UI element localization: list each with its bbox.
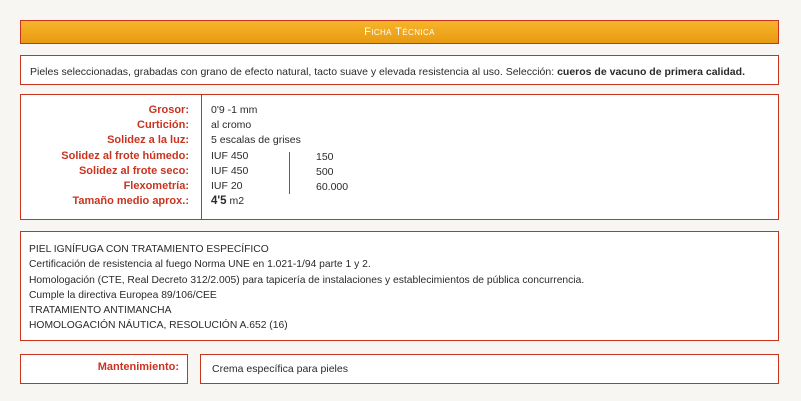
spec-label-solidez-luz: Solidez a la luz:: [107, 134, 189, 147]
specs-divider: [201, 95, 202, 219]
certifications-panel: [20, 231, 779, 341]
spec-label-frote-humedo: Solidez al frote húmedo:: [61, 149, 189, 162]
spec-value-curticion: al cromo: [211, 119, 252, 132]
specs-panel: [20, 94, 779, 220]
spec-value-frote-seco: IUF 450: [211, 164, 249, 177]
spec-second-value-humedo: 150: [316, 151, 334, 163]
spec-label-frote-seco: Solidez al frote seco:: [78, 164, 189, 177]
maintenance-label: Mantenimiento:: [20, 354, 188, 384]
spec-label-grosor: Grosor:: [148, 104, 189, 116]
spec-value-frote-humedo: IUF 450: [211, 149, 249, 162]
cert-line: Cumple la directiva Europea 89/106/CEE: [29, 289, 217, 301]
intro-panel: [20, 55, 779, 85]
intro-bold: cueros de vacuno de primera calidad.: [557, 66, 745, 78]
spec-value-flexometria: IUF 20: [211, 179, 243, 192]
page-title: Ficha Técnica: [20, 20, 779, 44]
spec-labels: [21, 103, 189, 209]
cert-line: Certificación de resistencia al fuego Norma UNE en 1.021-1/94 parte 1 y 2.: [29, 259, 371, 271]
size-number: 4'5: [211, 195, 227, 208]
specs-inner-divider: [289, 152, 290, 194]
spec-label-flexometria: Flexometría:: [123, 179, 189, 192]
size-unit: m2: [226, 195, 245, 208]
cert-line: HOMOLOGACIÓN NÁUTICA, RESOLUCIÓN A.652 (16): [29, 320, 288, 332]
spec-value-tamano: [211, 194, 411, 209]
spec-value-grosor: 0'9 -1 mm: [211, 104, 258, 116]
spec-label-tamano: Tamaño medio aprox.:: [72, 195, 189, 208]
spec-second-column: [316, 150, 396, 196]
spec-label-curticion: Curtición:: [137, 119, 189, 132]
cert-line: Homologación (CTE, Real Decreto 312/2.005) para tapicería de instalaciones y establecimientos de pública concurrencia.: [29, 274, 585, 286]
intro-text: Pieles seleccionadas, grabadas con grano de efecto natural, tacto suave y elevada resistencia al uso. Selección:: [30, 66, 558, 78]
spec-second-value-seco: 500: [316, 166, 334, 179]
spec-second-value-flexometria: 60.000: [316, 181, 349, 194]
maintenance-value: Crema específica para pieles: [200, 354, 779, 384]
cert-line: TRATAMIENTO ANTIMANCHA: [29, 305, 172, 317]
spec-value-solidez-luz: 5 escalas de grises: [211, 134, 301, 147]
cert-line: PIEL IGNÍFUGA CON TRATAMIENTO ESPECÍFICO: [29, 244, 269, 255]
